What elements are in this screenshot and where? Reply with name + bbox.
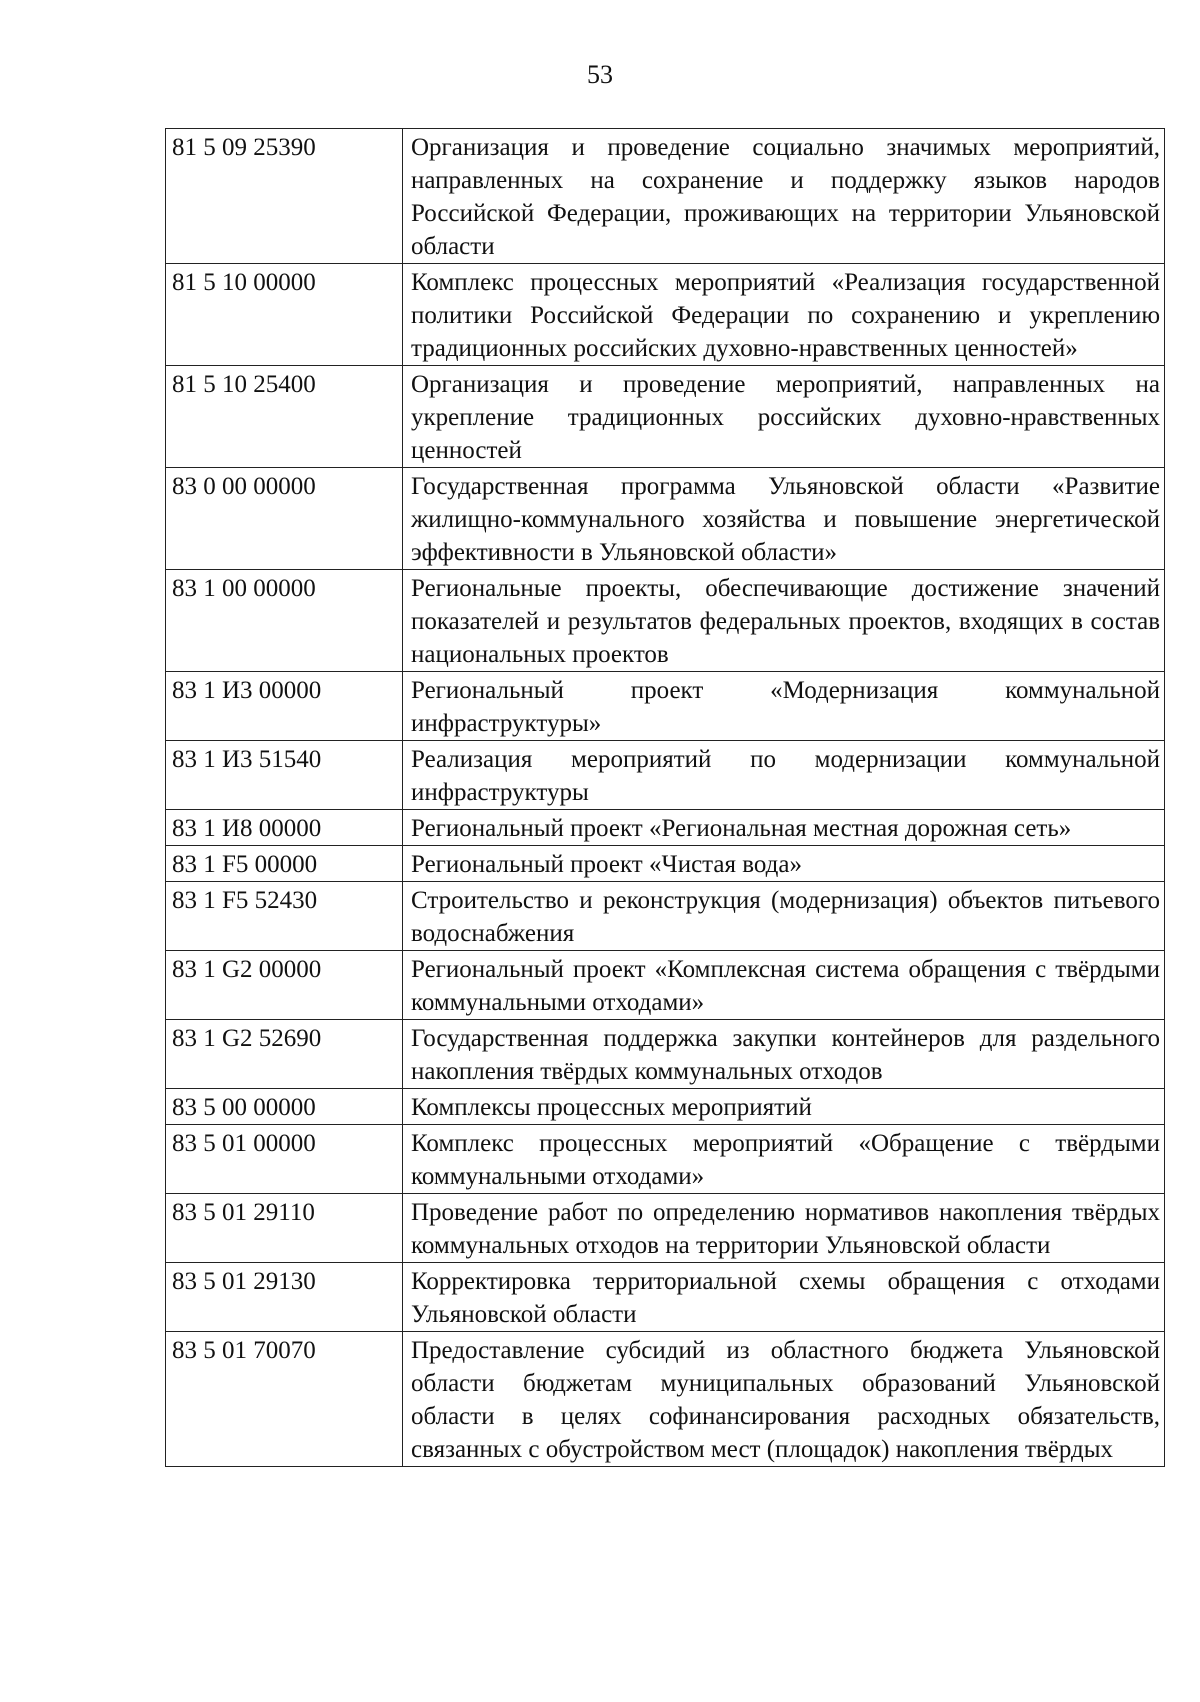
table-row [166, 570, 1165, 672]
row-description: Региональный проект «Чистая вода» [403, 846, 1165, 882]
row-code: 83 5 01 70070 [166, 1332, 403, 1467]
row-code: 83 5 01 29110 [166, 1194, 403, 1263]
table-row [166, 672, 1165, 741]
row-description: Организация и проведение социально значимых мероприятий, направленных на сохранение и поддержку языков народов Российской Федерации, проживающих на территории Ульяновской области [403, 129, 1165, 264]
row-code: 83 1 00 00000 [166, 570, 403, 672]
row-description: Государственная поддержка закупки контейнеров для раздельного накопления твёрдых коммунальных отходов [403, 1020, 1165, 1089]
row-code: 83 1 F5 52430 [166, 882, 403, 951]
row-description: Комплекс процессных мероприятий «Реализация государственной политики Российской Федерации по сохранению и укреплению традиционных российских духовно-нравственных ценностей» [403, 264, 1165, 366]
table-row [166, 1089, 1165, 1125]
row-code: 83 1 G2 00000 [166, 951, 403, 1020]
table-row [166, 846, 1165, 882]
row-description: Проведение работ по определению нормативов накопления твёрдых коммунальных отходов на территории Ульяновской области [403, 1194, 1165, 1263]
row-description: Реализация мероприятий по модернизации коммунальной инфраструктуры [403, 741, 1165, 810]
table-row [166, 468, 1165, 570]
table-row [166, 1194, 1165, 1263]
row-description: Региональные проекты, обеспечивающие достижение значений показателей и результатов федеральных проектов, входящих в состав национальных проектов [403, 570, 1165, 672]
row-description: Региональный проект «Региональная местная дорожная сеть» [403, 810, 1165, 846]
table-row [166, 1263, 1165, 1332]
table-row [166, 1125, 1165, 1194]
page-number: 53 [587, 60, 613, 89]
table-row [166, 264, 1165, 366]
row-code: 81 5 10 25400 [166, 366, 403, 468]
row-code: 83 1 И8 00000 [166, 810, 403, 846]
row-code: 81 5 09 25390 [166, 129, 403, 264]
row-description: Региональный проект «Модернизация коммунальной инфраструктуры» [403, 672, 1165, 741]
table-row [166, 810, 1165, 846]
row-code: 83 1 F5 00000 [166, 846, 403, 882]
row-code: 83 1 G2 52690 [166, 1020, 403, 1089]
row-description: Предоставление субсидий из областного бюджета Ульяновской области бюджетам муниципальных образований Ульяновской области в целях софинансирования расходных обязательств, связанных с обустройством мест (площадок) накопления твёрдых [403, 1332, 1165, 1467]
table-row [166, 1332, 1165, 1467]
table-row [166, 741, 1165, 810]
table-row [166, 882, 1165, 951]
table-row [166, 129, 1165, 264]
row-description: Организация и проведение мероприятий, направленных на укрепление традиционных российских духовно-нравственных ценностей [403, 366, 1165, 468]
row-description: Строительство и реконструкция (модернизация) объектов питьевого водоснабжения [403, 882, 1165, 951]
row-description: Региональный проект «Комплексная система обращения с твёрдыми коммунальными отходами» [403, 951, 1165, 1020]
row-description: Комплекс процессных мероприятий «Обращение с твёрдыми коммунальными отходами» [403, 1125, 1165, 1194]
table-row [166, 951, 1165, 1020]
table-row [166, 366, 1165, 468]
row-code: 81 5 10 00000 [166, 264, 403, 366]
row-description: Корректировка территориальной схемы обращения с отходами Ульяновской области [403, 1263, 1165, 1332]
row-code: 83 0 00 00000 [166, 468, 403, 570]
budget-classification-table [165, 128, 1165, 1467]
table-row [166, 1020, 1165, 1089]
row-code: 83 5 00 00000 [166, 1089, 403, 1125]
row-description: Государственная программа Ульяновской области «Развитие жилищно-коммунального хозяйства и повышение энергетической эффективности в Ульяновской области» [403, 468, 1165, 570]
row-code: 83 5 01 29130 [166, 1263, 403, 1332]
row-code: 83 5 01 00000 [166, 1125, 403, 1194]
row-code: 83 1 И3 00000 [166, 672, 403, 741]
row-description: Комплексы процессных мероприятий [403, 1089, 1165, 1125]
row-code: 83 1 И3 51540 [166, 741, 403, 810]
